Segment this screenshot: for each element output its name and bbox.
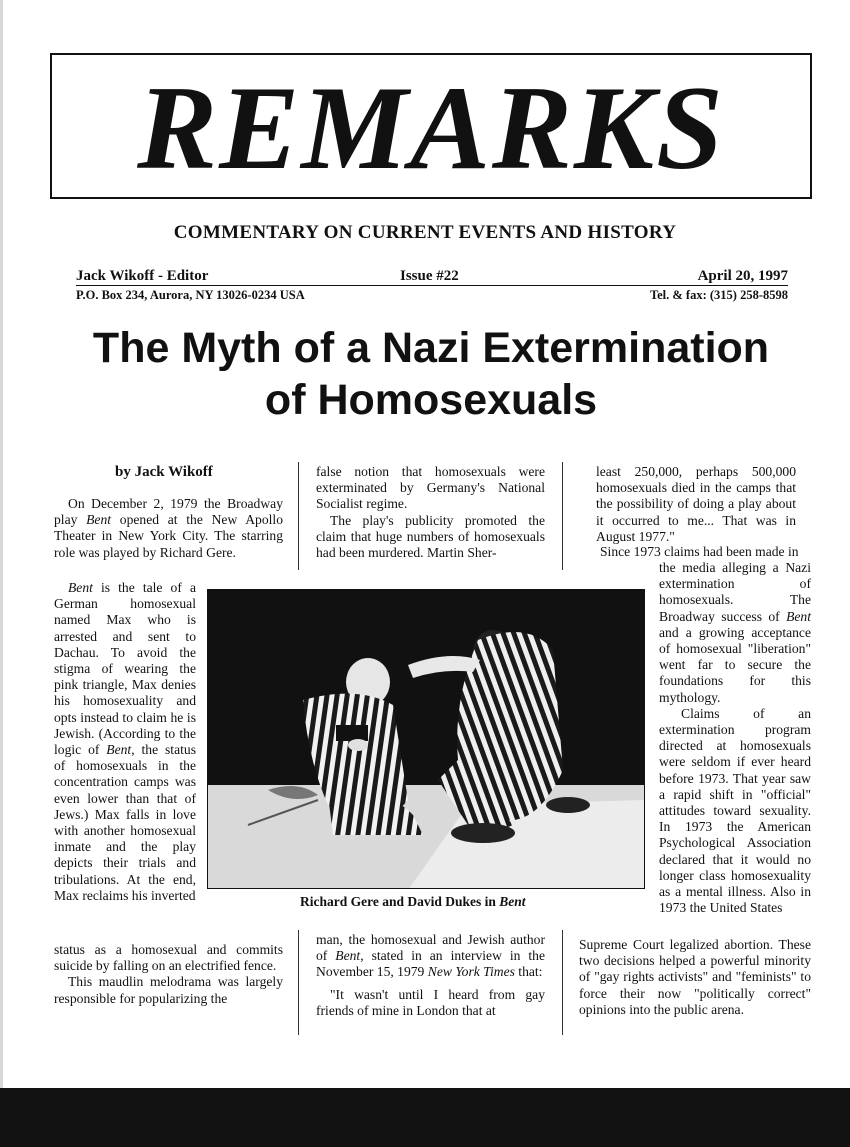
column-divider (562, 930, 563, 1035)
phone-fax: Tel. & fax: (315) 258-8598 (649, 288, 788, 302)
column-3-upper (596, 464, 796, 545)
column-1-lower (54, 942, 283, 1007)
column-2-upper (316, 464, 545, 561)
headline-line-2: of Homosexuals (264, 376, 598, 424)
column-3-lead (600, 544, 812, 560)
scan-edge (0, 0, 3, 1147)
column-3-lower (579, 937, 811, 1018)
issue-number: Issue #22 (400, 268, 459, 284)
headline (20, 322, 842, 426)
subtitle: COMMENTARY ON CURRENT EVENTS AND HISTORY (173, 222, 677, 243)
quote: "It wasn't until I heard from gay friends of mine in London that at (316, 986, 545, 1018)
column-divider (298, 462, 299, 570)
photo-play-scene (207, 589, 645, 889)
paragraph: On December 2, 1979 the Broadway play Bent opened at the New Apollo Theater in New York City. The starring role was played by Richard Gere. (54, 496, 283, 560)
masthead-box (50, 53, 812, 199)
editor-name: Jack Wikoff - Editor (76, 268, 209, 284)
paragraph: The play's publicity promoted the claim that huge numbers of homosexuals had been murdered. Martin Sher- (316, 512, 545, 561)
column-divider (562, 462, 563, 570)
paragraph: status as a homosexual and commits suicide by falling on an electrified fence. (54, 942, 283, 974)
column-2-lower (316, 932, 545, 1019)
paragraph-lead: Since 1973 claims had been made in (600, 544, 799, 559)
scan-bottom-band (0, 1088, 850, 1147)
paragraph: This maudlin melodrama was largely responsible for popularizing the (54, 974, 283, 1006)
column-1-intro (54, 496, 283, 561)
quote-continued: least 250,000, perhaps 500,000 homosexuals died in the camps that the possibility of doing a play about it occurred to me... That was in August 1977." (596, 464, 796, 544)
paragraph: the media alleging a Nazi extermination of homosexuals. The Broadway success of Bent and a growing acceptance of homosexual "liberation" went far to secure the foundations for this mythology. (659, 560, 811, 705)
headline-line-1: The Myth of a Nazi Extermination (92, 324, 770, 372)
issue-date: April 20, 1997 (697, 268, 788, 284)
paragraph: Bent is the tale of a German homosexual named Max who is arrested and sent to Dachau. To avoid the stigma of wearing the pink triangle, Max denies his homosexuality and opts instead to claim he is Jewish. (According to the logic of Bent, the status of homosexuals in the concentration camps was even lower than that of Jews.) Max falls in love with another homosexual inmate and the play depicts their trials and tribulations. At the end, Max reclaims his inverted (54, 580, 196, 903)
masthead-title: REMARKS (137, 61, 725, 194)
column-3-narrow (659, 560, 811, 916)
photo-caption: Richard Gere and David Dukes in Bent (300, 894, 526, 909)
paragraph: Supreme Court legalized abortion. These two decisions helped a powerful minority of "gay rights activists" and "feminists" to force their now "politically correct" opinions into the public arena. (579, 937, 811, 1017)
address: P.O. Box 234, Aurora, NY 13026-0234 USA (76, 288, 305, 302)
paragraph: Claims of an extermination program directed at homosexuals were seldom if ever heard before 1973. That year saw a rapid shift in "official" attitudes toward sexuality. In 1973 the American Psychological Association declared that it would no longer class homosexuality as a mental illness. Also in 1973 the United States (659, 705, 811, 916)
column-divider (298, 930, 299, 1035)
paragraph: false notion that homosexuals were exterminated by Germany's National Socialist regime. (316, 464, 545, 512)
photo-image (208, 590, 645, 889)
paragraph: man, the homosexual and Jewish author of Bent, stated in an interview in the November 15, 1979 New York Times that: (316, 932, 545, 980)
byline: by Jack Wikoff (115, 464, 213, 480)
column-1-narrow (54, 580, 196, 904)
header-rule (76, 285, 788, 286)
